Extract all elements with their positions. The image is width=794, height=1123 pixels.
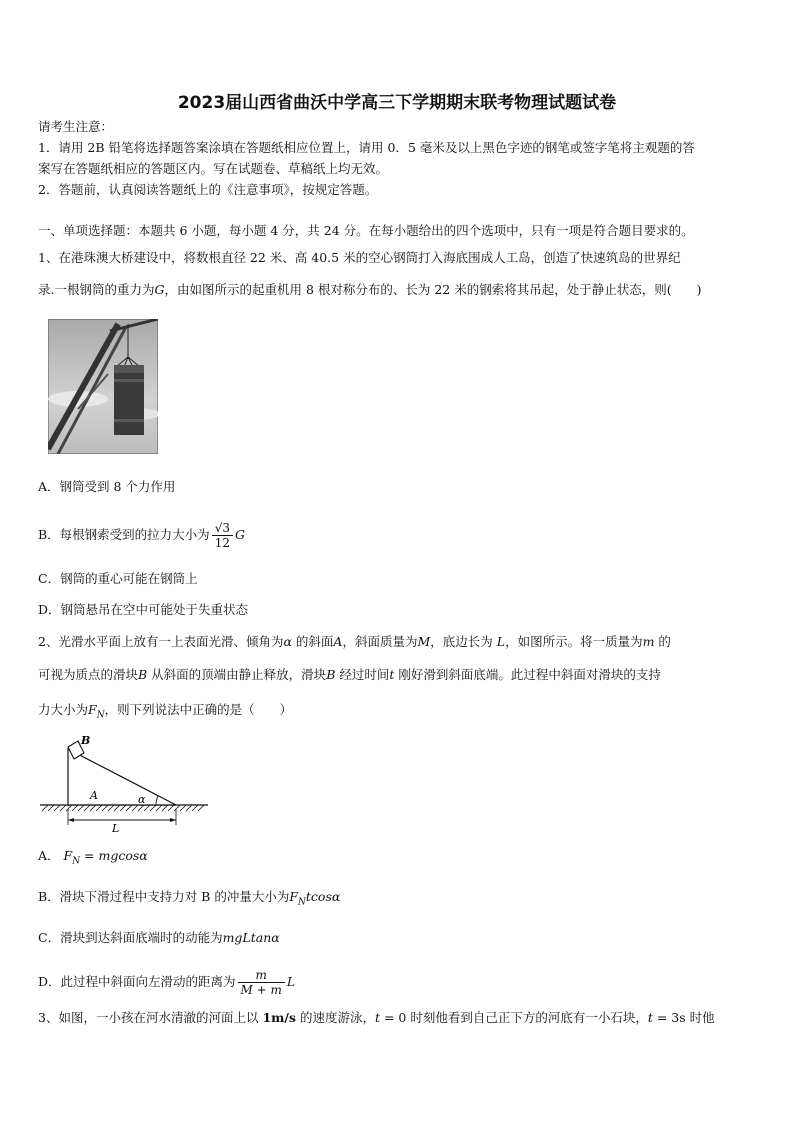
notice-item-2: 2．答题前，认真阅读答题纸上的《注意事项》，按规定答题。 [38, 182, 378, 197]
q2-text-6: 的 [654, 634, 671, 649]
q2-var-B-2: B [326, 667, 336, 682]
page-title: 2023届山西省曲沃中学高三下学期期末联考物理试题试卷 [177, 93, 617, 113]
q2-text-11: 力大小为 [38, 702, 89, 717]
q1-option-b-var: G [234, 527, 245, 542]
q2-text-1: 2、光滑水平面上放有一上表面光滑、倾角为 [38, 634, 284, 649]
notice-item-1b: 案写在答题纸相应的答题区内。写在试题卷、草稿纸上均无效。 [38, 161, 389, 176]
q3-text-3: = 0 时刻他看到自己正下方的河底有一小石块， [379, 1010, 648, 1025]
q2-option-c-text: C．滑块到达斜面底端时的动能为 [38, 930, 223, 945]
q2-text-3: ，斜面质量为 [342, 634, 418, 649]
frac-denominator: M + m [240, 983, 282, 997]
q2-text-4: ，底边长为 [430, 634, 497, 649]
frac-denominator: 12 [214, 536, 230, 550]
q2-stem-line3 [38, 701, 292, 725]
q2-option-d [38, 962, 295, 1002]
q1-option-c: C．钢筒的重心可能在钢筒上 [38, 571, 198, 586]
q3-text-4: = 3s 时他 [652, 1010, 715, 1025]
frac-numerator: m [238, 968, 285, 983]
q2-text-2: 的斜面 [291, 634, 334, 649]
label-b: B [81, 734, 91, 747]
q1-option-d: D．钢筒悬吊在空中可能处于失重状态 [38, 602, 249, 617]
q1-option-b [38, 515, 245, 555]
notice-heading: 请考生注意： [38, 119, 114, 134]
q2-text-5: ，如图所示。将一质量为 [505, 634, 643, 649]
label-l: L [112, 822, 120, 833]
label-a: A [90, 789, 98, 802]
q2-var-alpha: α [283, 634, 292, 649]
q2-option-a-rest: = mgcosα [80, 848, 148, 863]
q2-option-d-fraction [238, 968, 285, 997]
incline-wedge [68, 749, 176, 805]
q1-option-b-text: B．每根钢索受到的拉力大小为 [38, 527, 210, 542]
q2-option-c [38, 929, 280, 947]
q2-option-a-f: F [63, 848, 73, 863]
q2-text-12: ，则下列说法中正确的是（ ） [104, 702, 293, 717]
q3-speed: 1m/s [262, 1010, 296, 1025]
q2-var-B: B [138, 667, 148, 682]
q2-var-A: A [333, 634, 343, 649]
notice-item-1a: 1．请用 2B 铅笔将选择题答案涂填在答题纸相应位置上，请用 0．5 毫米及以上黑色字迹的钢笔或签字笔将主观题的答 [38, 140, 695, 155]
q2-var-FN: F [88, 702, 97, 717]
q3-text-1: 3、如图，一小孩在河水清澈的河面上以 [38, 1010, 263, 1025]
q2-stem-line1 [38, 633, 671, 651]
q2-option-c-rest: tanα [250, 930, 280, 945]
label-alpha: α [138, 793, 146, 806]
q3-stem-line1 [38, 1009, 715, 1027]
q2-option-a-sub: N [72, 856, 81, 867]
q2-text-10: 刚好滑到斜面底端。此过程中斜面对滑块的支持 [394, 667, 661, 682]
q1-stem-text-2: ，由如图所示的起重机用 8 根对称分布的、长为 22 米的钢索将其吊起，处于静止状态，则( ) [164, 282, 702, 297]
q2-option-b [38, 888, 340, 912]
q1-stem-text: 录.一根钢筒的重力为 [38, 282, 155, 297]
q2-option-a-label: A． [38, 848, 60, 863]
section-heading: 一、单项选择题：本题共 6 小题，每小题 4 分，共 24 分。在每小题给出的四个选项中，只有一项是符合题目要求的。 [38, 223, 694, 238]
frac-numerator: √3 [212, 521, 233, 536]
q2-var-M: M [417, 634, 431, 649]
q3-var-t3: t [647, 1010, 653, 1025]
q2-var-t: t [389, 667, 395, 682]
q2-text-8: 从斜面的顶端由静止释放，滑块 [147, 667, 327, 682]
incline-diagram [38, 733, 213, 833]
q3-var-t0: t [374, 1010, 380, 1025]
q2-var-FN-sub: N [96, 710, 105, 721]
q1-stem-line2 [38, 281, 702, 299]
q2-var-L: L [496, 634, 506, 649]
q1-option-a: A．钢筒受到 8 个力作用 [38, 479, 176, 494]
q2-var-m: m [642, 634, 655, 649]
crane-photo [48, 319, 158, 454]
q3-text-2: 的速度游泳， [295, 1010, 375, 1025]
q2-option-b-rest: tcosα [305, 889, 341, 904]
q2-option-b-text: B．滑块下滑过程中支持力对 B 的冲量大小为 [38, 889, 290, 904]
q2-text-7: 可视为质点的滑块 [38, 667, 139, 682]
q2-option-b-sub: N [298, 897, 306, 908]
q2-option-b-f: F [289, 889, 299, 904]
q1-option-b-fraction [212, 521, 233, 550]
q2-option-d-text: D．此过程中斜面向左滑动的距离为 [38, 974, 236, 989]
q2-stem-line2 [38, 666, 661, 684]
q1-stem-line1: 1、在港珠澳大桥建设中，将数根直径 22 米、高 40.5 米的空心钢筒打入海底围成人工岛，创造了快速筑岛的世界纪 [38, 250, 681, 265]
q1-var-G: G [154, 282, 165, 297]
q2-option-c-expr: mgL [222, 930, 251, 945]
q2-option-d-var: L [286, 974, 296, 989]
ground-hatch [42, 805, 204, 811]
q2-text-9: 经过时间 [335, 667, 390, 682]
q2-option-a [38, 847, 148, 871]
